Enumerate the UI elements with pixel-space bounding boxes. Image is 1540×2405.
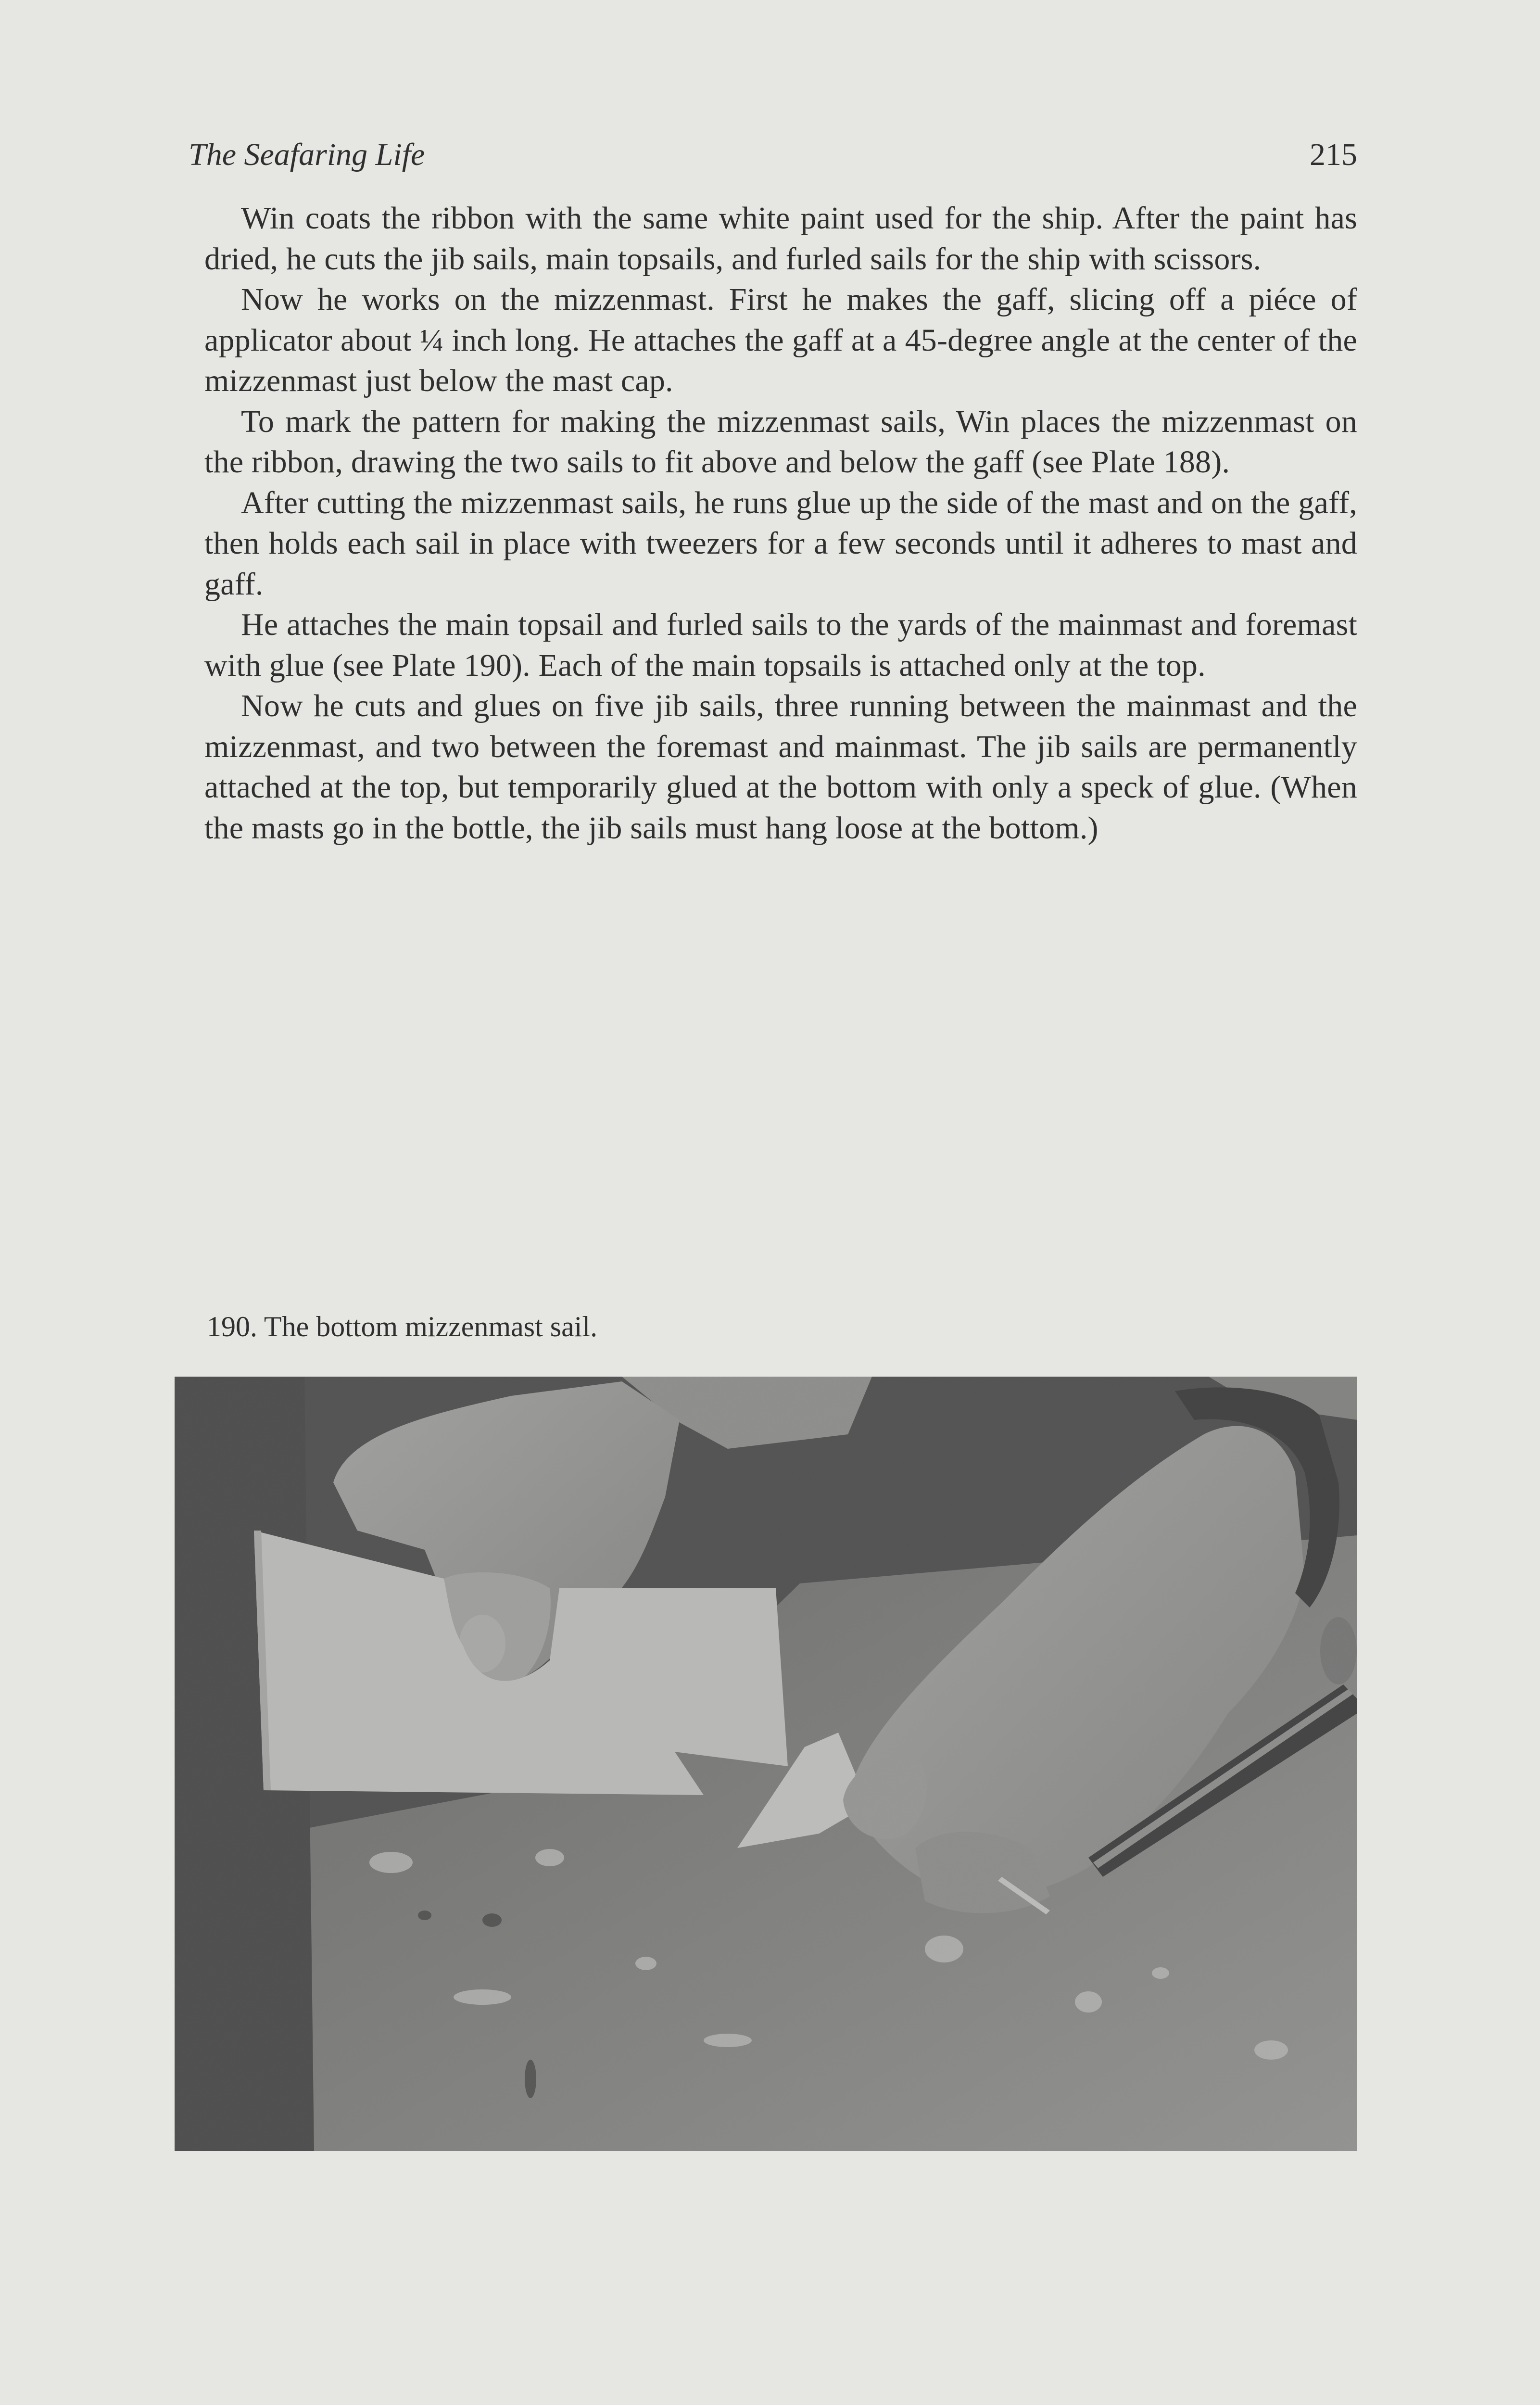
- figure-caption: 190. The bottom mizzenmast sail.: [207, 1311, 598, 1342]
- page-number: 215: [1310, 137, 1357, 172]
- paragraph: Now he cuts and glues on five jib sails, three running between the mainmast and the mizzenmast, and two between the foremast and mainmast. The jib sails are permanently attached at the top, but temporarily glued at the bottom with only a speck of glue. (When the masts go in the bottle, the jib sails must hang loose at the bottom.): [204, 688, 1357, 846]
- paragraph: Now he works on the mizzenmast. First he makes the gaff, slicing off a piéce of applicator about ¼ inch long. He attaches the gaff at a 45-degree angle at the center of the mizzenmast just below the mast cap.: [204, 282, 1357, 398]
- paragraph: Win coats the ribbon with the same white paint used for the ship. After the paint has dried, he cuts the jib sails, main topsails, and furled sails for the ship with scissors.: [204, 201, 1357, 277]
- paragraph: He attaches the main topsail and furled sails to the yards of the mainmast and foremast with glue (see Plate 190). Each of the main topsails is attached only at the top.: [204, 607, 1357, 683]
- running-title: The Seafaring Life: [189, 137, 425, 172]
- grain-overlay: [175, 1377, 1357, 2151]
- paragraph: After cutting the mizzenmast sails, he runs glue up the side of the mast and on the gaff, then holds each sail in place with tweezers for a few seconds until it adheres to mast and gaff.: [204, 485, 1357, 602]
- paragraph: To mark the pattern for making the mizzenmast sails, Win places the mizzenmast on the ribbon, drawing the two sails to fit above and below the gaff (see Plate 188).: [204, 404, 1357, 480]
- figure-photo: [175, 1377, 1357, 2151]
- photo-illustration: [175, 1377, 1357, 2151]
- body-text: [204, 198, 1357, 848]
- running-head: [189, 136, 1357, 174]
